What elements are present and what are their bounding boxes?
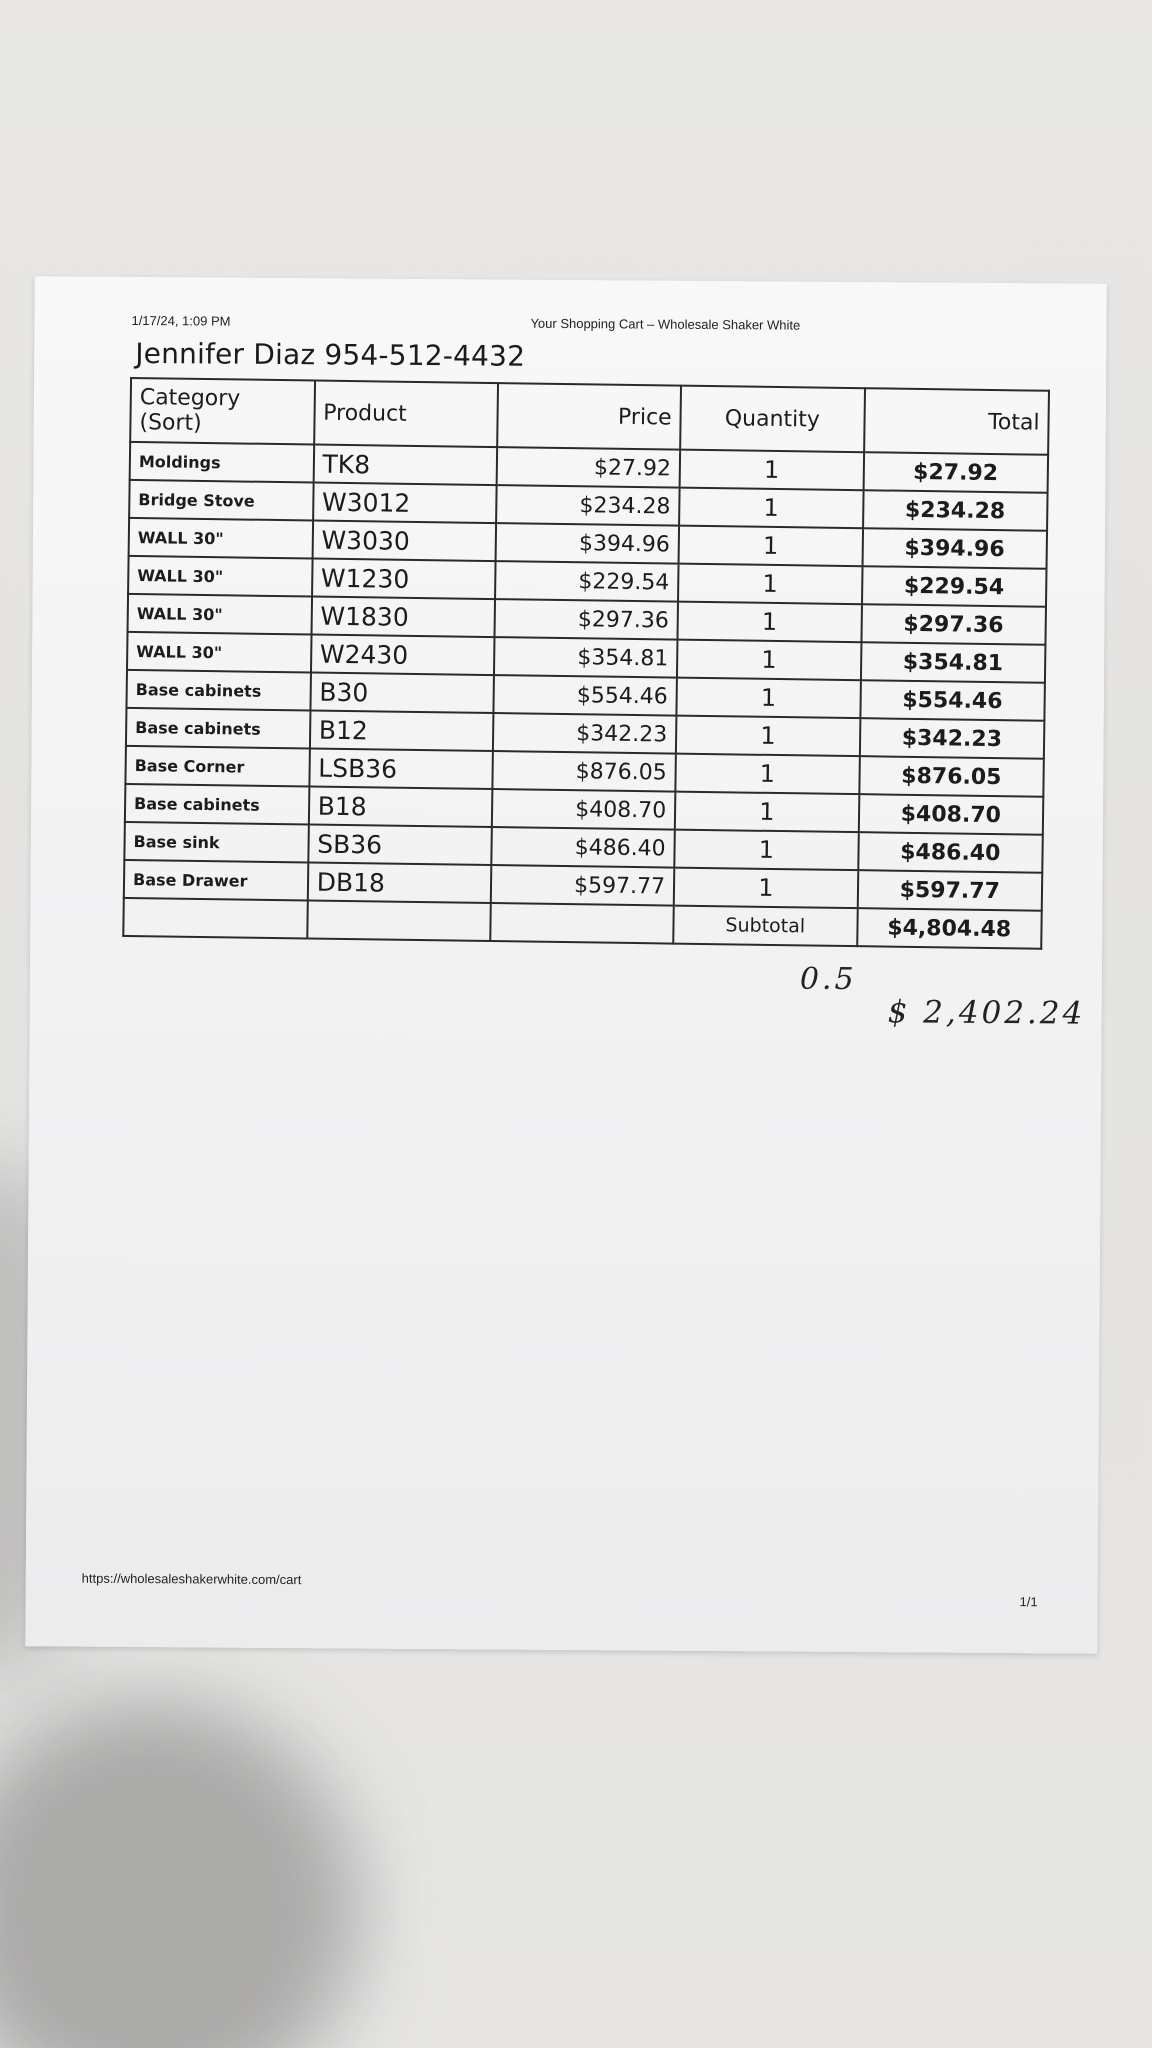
cell-product: LSB36 xyxy=(309,748,493,789)
cell-price: $234.28 xyxy=(496,485,680,526)
cell-price: $297.36 xyxy=(494,599,678,640)
cell-price: $597.77 xyxy=(491,865,675,906)
print-footer-url: https://wholesaleshakerwhite.com/cart xyxy=(81,1570,302,1588)
cell-price: $342.23 xyxy=(493,713,677,754)
cell-price: $354.81 xyxy=(494,637,678,678)
cell-quantity: 1 xyxy=(679,488,863,529)
cart-table xyxy=(122,377,1050,950)
cell-category: Base cabinets xyxy=(126,670,310,711)
cell-total: $27.92 xyxy=(863,452,1048,493)
cell-product: TK8 xyxy=(313,445,497,486)
cell-price: $229.54 xyxy=(495,561,679,602)
header-price: Price xyxy=(497,383,681,450)
cell-quantity: 1 xyxy=(674,830,858,871)
cell-price: $486.40 xyxy=(491,827,675,868)
cell-price: $408.70 xyxy=(492,789,676,830)
cell-product: W3012 xyxy=(313,483,497,524)
print-datetime: 1/17/24, 1:09 PM xyxy=(131,312,231,329)
cell-quantity: 1 xyxy=(678,564,862,605)
cell-total: $394.96 xyxy=(862,528,1047,569)
empty-cell xyxy=(307,900,491,941)
cell-quantity: 1 xyxy=(674,868,858,909)
print-page-number: 1/1 xyxy=(1019,1594,1038,1610)
cell-category: Base cabinets xyxy=(125,784,309,825)
cell-total: $876.05 xyxy=(859,756,1044,797)
cell-category: Base sink xyxy=(124,822,308,863)
cell-total: $408.70 xyxy=(858,794,1043,835)
cell-total: $354.81 xyxy=(860,642,1045,683)
cell-product: W1830 xyxy=(311,596,495,637)
cell-category: WALL 30" xyxy=(129,518,313,559)
cell-product: W2430 xyxy=(311,634,495,675)
cell-price: $27.92 xyxy=(496,447,680,488)
cell-price: $394.96 xyxy=(495,523,679,564)
cell-product: W1230 xyxy=(312,559,496,600)
cell-category: WALL 30" xyxy=(128,594,312,635)
cell-product: B30 xyxy=(310,672,494,713)
cell-quantity: 1 xyxy=(676,716,860,757)
cell-product: B18 xyxy=(308,786,492,827)
empty-cell xyxy=(490,903,674,944)
cart-body xyxy=(123,442,1048,949)
cell-quantity: 1 xyxy=(678,602,862,643)
cell-quantity: 1 xyxy=(677,678,861,719)
cell-quantity: 1 xyxy=(679,526,863,567)
cell-total: $234.28 xyxy=(863,490,1048,531)
cell-category: Base cabinets xyxy=(126,708,310,749)
cell-quantity: 1 xyxy=(675,754,859,795)
cell-total: $229.54 xyxy=(862,566,1047,607)
cell-category: Base Drawer xyxy=(124,860,308,901)
cell-price: $876.05 xyxy=(492,751,676,792)
cell-total: $554.46 xyxy=(860,680,1045,721)
print-page-title: Your Shopping Cart – Wholesale Shaker White xyxy=(530,315,801,333)
cell-category: Base Corner xyxy=(125,746,309,787)
cell-product: W3030 xyxy=(312,521,496,562)
printed-page xyxy=(25,276,1107,1653)
cell-total: $597.77 xyxy=(857,870,1042,911)
subtotal-label: Subtotal xyxy=(673,906,857,947)
header-category: Category (Sort) xyxy=(130,378,315,445)
handwritten-result: $ 2,402.24 xyxy=(887,994,1086,1032)
header-product: Product xyxy=(314,381,498,448)
header-total: Total xyxy=(864,388,1049,455)
cell-category: WALL 30" xyxy=(127,632,311,673)
empty-cell xyxy=(123,898,307,939)
cell-category: Bridge Stove xyxy=(129,480,313,521)
cell-product: B12 xyxy=(310,710,494,751)
cell-total: $297.36 xyxy=(861,604,1046,645)
cell-price: $554.46 xyxy=(493,675,677,716)
subtotal-value: $4,804.48 xyxy=(857,908,1042,949)
cell-category: Moldings xyxy=(130,442,314,483)
cell-total: $486.40 xyxy=(858,832,1043,873)
cell-product: SB36 xyxy=(308,824,492,865)
customer-name-phone: Jennifer Diaz 954-512-4432 xyxy=(135,336,526,373)
cell-quantity: 1 xyxy=(680,450,864,491)
cell-total: $342.23 xyxy=(859,718,1044,759)
cell-quantity: 1 xyxy=(677,640,861,681)
hand-shadow-bottom xyxy=(0,1700,360,2048)
cell-product: DB18 xyxy=(307,862,491,903)
header-quantity: Quantity xyxy=(680,386,864,453)
handwritten-factor: 0.5 xyxy=(799,961,857,998)
cell-category: WALL 30" xyxy=(128,556,312,597)
cell-quantity: 1 xyxy=(675,792,859,833)
